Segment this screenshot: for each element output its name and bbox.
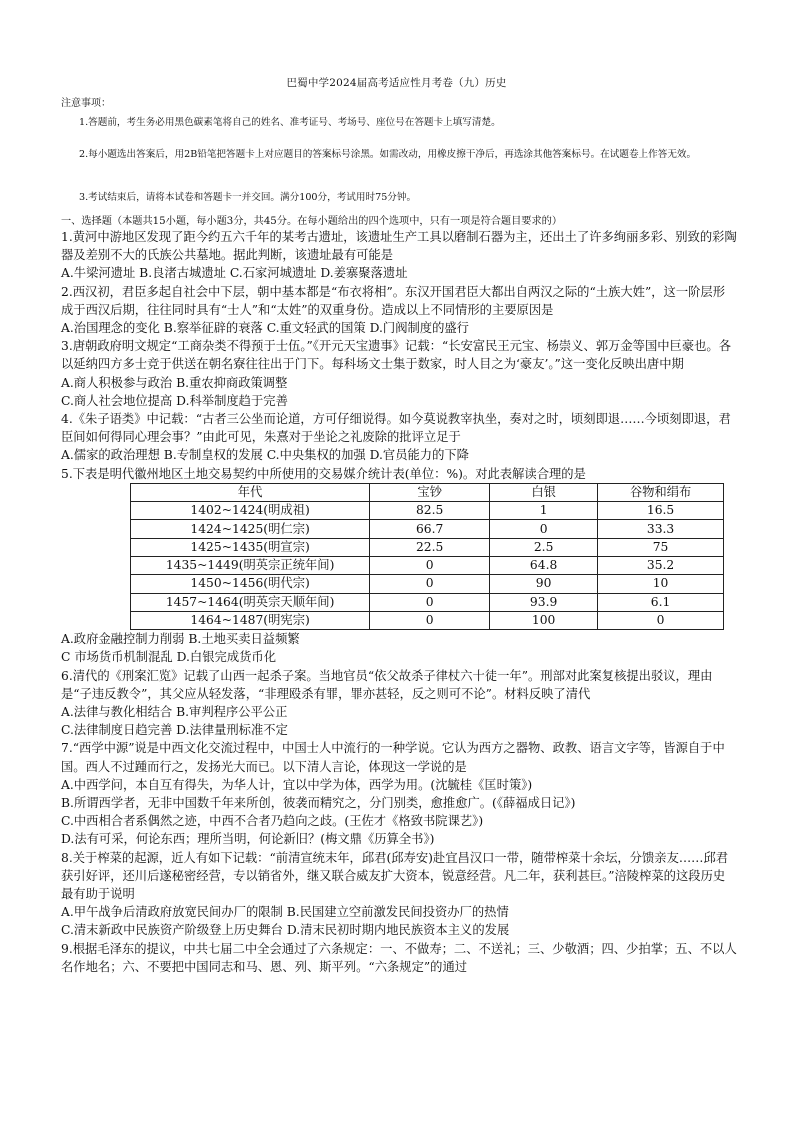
table-cell: 0 — [370, 575, 490, 593]
question-7-option-a: A.中西学问，本自互有得失，为华人计，宜以中学为体，西学为用。(沈毓桂《匡时策》) — [61, 777, 533, 792]
table-row — [131, 557, 724, 575]
table-cell: 22.5 — [370, 538, 490, 556]
table-cell: 0 — [370, 611, 490, 629]
table-row — [131, 593, 724, 611]
table-cell: 16.5 — [598, 502, 724, 520]
table-cell: 1402~1424(明成祖) — [131, 502, 370, 520]
table-cell: 33.3 — [598, 520, 724, 538]
table-cell: 6.1 — [598, 593, 724, 611]
question-8-options-cd: C.清末新政中民族资产阶级登上历史舞台 D.清末民初时期内地民族资本主义的发展 — [61, 923, 510, 938]
notes-heading: 注意事项： — [61, 98, 111, 109]
question-1-stem: 1.黄河中游地区发现了距今约五六千年的某考古遗址，该遗址生产工具以磨制石器为主，还出土了许多绚丽多彩、别致的彩陶器及差别不大的氏族公共墓地。据此判断，该遗址最有可能是 — [61, 230, 737, 263]
question-5-options-ab: A.政府金融控制力削弱 B.土地买卖日益频繁 — [61, 632, 300, 647]
question-3-options-cd: C.商人社会地位提高 D.科举制度趋于完善 — [61, 393, 288, 408]
table-cell: 64.8 — [490, 557, 598, 575]
question-5-stem: 5.下表是明代徽州地区土地交易契约中所使用的交易媒介统计表(单位：%)。对此表解读合理的是 — [61, 466, 586, 481]
table-header-cell: 谷物和绢布 — [598, 483, 724, 501]
table-cell: 90 — [490, 575, 598, 593]
table-cell: 1425~1435(明宣宗) — [131, 538, 370, 556]
table-cell: 0 — [598, 611, 724, 629]
note-1: 1.答题前，考生务必用黑色碳素笔将自己的姓名、准考证号、考场号、座位号在答题卡上填写清楚。 — [79, 117, 501, 128]
table-row — [131, 538, 724, 556]
question-6-stem: 6.清代的《刑案汇览》记载了山西一起杀子案。当地官员“依父故杀子律杖六十徒一年”。刑部对此案复核提出驳议，理由是“子违反教令”，其父应从轻发落，“非理殴杀有罪，罪亦甚轻，反之则可不论”。材料反映了清代 — [61, 668, 713, 701]
question-5-options-cd: C 市场货币机制混乱 D.白银完成货币化 — [61, 650, 277, 665]
table-row — [131, 502, 724, 520]
question-8-options-ab: A.甲午战争后清政府放宽民间办厂的限制 B.民国建立空前激发民间投资办厂的热情 — [61, 905, 509, 920]
question-6-options-cd: C.法律制度日趋完善 D.法律量刑标准不定 — [61, 723, 288, 738]
question-9-stem: 9.根据毛泽东的提议，中共七届二中全会通过了六条规定：一、不做寿；二、不送礼；三、少敬酒；四、少拍掌；五、不以人名作地名；六、不要把中国同志和马、恩、列、斯平列。“六条规定”的通过 — [61, 941, 737, 974]
question-7-stem: 7.“西学中源”说是中西文化交流过程中，中国士人中流行的一种学说。它认为西方之器物、政教、语言文字等，皆源自于中国。西人不过踵而行之，发扬光大而已。以下清人言论，体现这一学说的是 — [61, 741, 725, 774]
table-cell: 1457~1464(明英宗天顺年间) — [131, 593, 370, 611]
table-row — [131, 575, 724, 593]
table-cell: 0 — [370, 557, 490, 575]
question-5-table — [130, 483, 724, 630]
question-7-option-d: D.法有可采，何论东西；理所当明，何论新旧？(梅文鼎《历算全书》) — [61, 832, 435, 847]
question-2-stem: 2.西汉初，君臣多起自社会中下层，朝中基本都是“布衣将相”。东汉开国君臣大都出自两汉之际的“土族大姓”，这一阶层形成于西汉后期，往往同时具有“士人”和“太姓”的双重身份。造成以上不同情形的主要原因是 — [61, 284, 726, 317]
question-4-options: A.儒家的政治理想 B.专制皇权的发展 C.中央集权的加强 D.官员能力的下降 — [61, 448, 469, 463]
table-cell: 1464~1487(明宪宗) — [131, 611, 370, 629]
question-4-stem: 4.《朱子语类》中记载：“古者三公坐而论道，方可仔细说得。如今莫说教宰执坐，奏对之时，顷刻即退……今顷刻即退，君臣间如何得同心理会事？”由此可见，朱熹对于坐论之礼废除的批评立足于 — [61, 412, 731, 445]
question-6-options-ab: A.法律与教化相结合 B.审判程序公平公正 — [61, 705, 288, 720]
question-8-stem: 8.关于榨菜的起源，近人有如下记载：“前清宣统末年，邱君(邱寿安)赴宜昌汉口一带，随带榨菜十余坛，分馈亲友……邱君获引好评，还川后遂秘密经营，专以销省外，继又联合威友扩大资本，锐意经营。凡二年，获利甚巨。”涪陵榨菜的这段历史最有助于说明 — [61, 850, 729, 902]
question-3-options-ab: A.商人积极参与政治 B.重农抑商政策调整 — [61, 375, 288, 390]
table-cell: 100 — [490, 611, 598, 629]
question-3-stem: 3.唐朝政府明文规定“工商杂类不得预于士伍。”《开元天宝遗事》记载：“长安富民王元宝、杨崇义、郭万金等国中巨豪也。各以延纳四方多士竞于供送在朝名寮往往出于门下。每科场文士集于数家，时人目之为‘豪友’。”这一变化反映出唐中期 — [61, 339, 732, 372]
exam-title: 巴蜀中学2024届高考适应性月考卷（九）历史 — [286, 77, 507, 89]
table-header-cell: 白银 — [490, 483, 598, 501]
question-1-options: A.牛梁河遗址 B.良渚古城遗址 C.石家河城遗址 D.姜寨聚落遗址 — [61, 266, 408, 281]
question-7-option-b: B.所谓西学者，无非中国数千年来所创，彼袭而精究之，分门别类，愈推愈广。(《薛福成日记》) — [61, 796, 576, 811]
question-7-option-c: C.中西相合者系偶然之迹，中西不合者乃趋向之歧。(王佐才《格致书院课艺》) — [61, 814, 484, 829]
note-3: 3.考试结束后，请将本试卷和答题卡一并交回。满分100分，考试用时75分钟。 — [79, 192, 417, 203]
section-heading: 一、选择题（本题共15小题，每小题3分，共45分。在每小题给出的四个选项中，只有一项是符合题目要求的） — [61, 216, 563, 227]
table-cell: 35.2 — [598, 557, 724, 575]
table-cell: 66.7 — [370, 520, 490, 538]
table-header-row — [131, 483, 724, 501]
table-cell: 1424~1425(明仁宗) — [131, 520, 370, 538]
table-cell: 82.5 — [370, 502, 490, 520]
table-cell: 1435~1449(明英宗正统年间) — [131, 557, 370, 575]
table-header-cell: 宝钞 — [370, 483, 490, 501]
table-header-cell: 年代 — [131, 483, 370, 501]
note-2: 2.每小题选出答案后，用2B铅笔把答题卡上对应题目的答案标号涂黑。如需改动，用橡皮擦干净后，再选涂其他答案标号。在试题卷上作答无效。 — [79, 149, 697, 160]
table-cell: 1 — [490, 502, 598, 520]
table-cell: 0 — [490, 520, 598, 538]
table-cell: 75 — [598, 538, 724, 556]
table-row — [131, 520, 724, 538]
table-row — [131, 611, 724, 629]
table-cell: 2.5 — [490, 538, 598, 556]
table-cell: 1450~1456(明代宗) — [131, 575, 370, 593]
table-cell: 10 — [598, 575, 724, 593]
table-cell: 93.9 — [490, 593, 598, 611]
table-cell: 0 — [370, 593, 490, 611]
question-2-options: A.治国理念的变化 B.察举征辟的衰落 C.重文轻武的国策 D.门阀制度的盛行 — [61, 321, 469, 336]
questions-body — [61, 228, 737, 976]
